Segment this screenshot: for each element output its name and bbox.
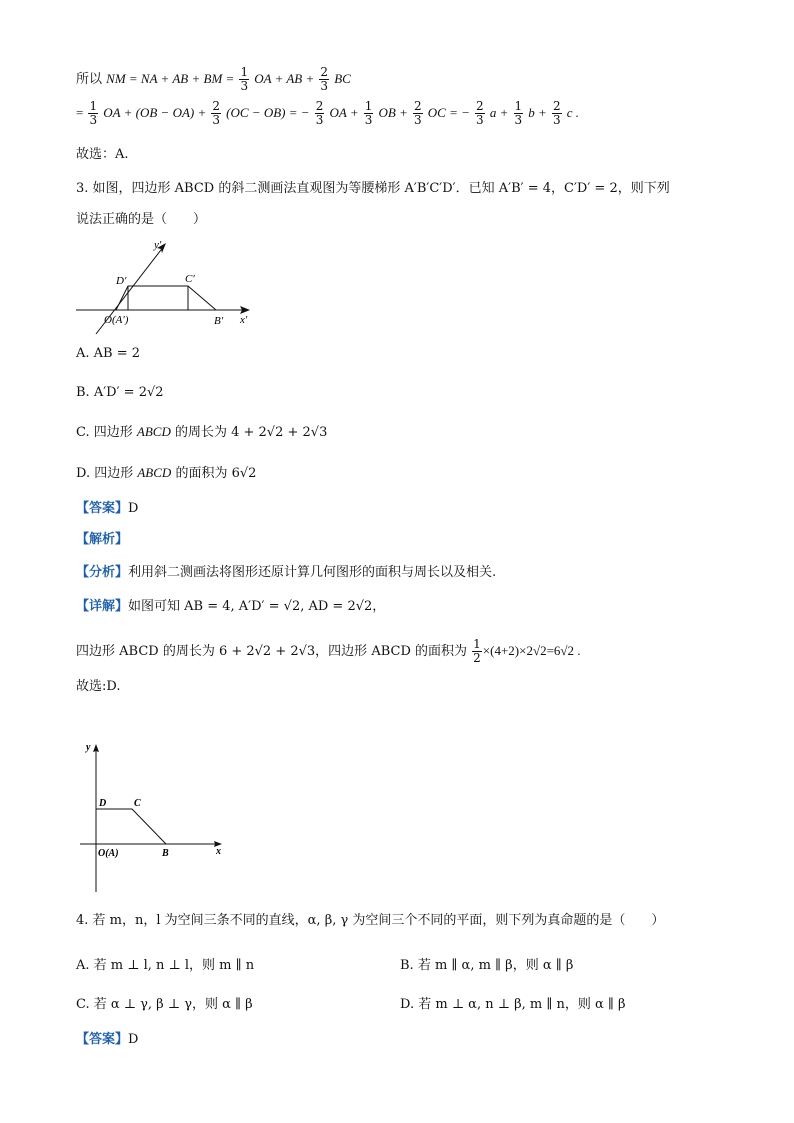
label-d: D (99, 798, 107, 809)
label-y: y (86, 742, 91, 753)
label-c: C (134, 798, 141, 809)
fraction-2-3d: $\frac{2}{3}$ (414, 99, 422, 127)
label-x: x (216, 846, 221, 857)
label-b-prime: B′ (214, 315, 224, 327)
fraction-2-3e: $\frac{2}{3}$ (476, 99, 484, 127)
oblique-figure (70, 236, 270, 336)
q3-option-d: D. 四边形 ABCD 的面积为 6√2 (76, 465, 257, 481)
q3-option-a: A. AB = 2 (76, 346, 141, 361)
q3-option-c: C. 四边形 ABCD 的周长为 4 + 2√2 + 2√3 (76, 424, 328, 440)
q4-option-d: D. 若 m ⊥ α, n ⊥ β, m ∥ n，则 α ∥ β (400, 997, 626, 1012)
label-o-a: O(A) (98, 848, 119, 859)
solution-line-2: = $\frac{1}{3}$ OA + (OB − OA) + $\frac{2}{3}$ (OC − OB) = − $\frac{2}{3}$ OA + $\frac{1}{3}$ OB + $\frac{2}{3}$ OC = − $\frac{2}{3}$ a + $\frac{1}{3}$ b + $\frac{2}{3}$ c . (76, 99, 580, 127)
vector-c: c . (566, 105, 580, 120)
vector-equation-1: NM = NA + AB + BM = (106, 71, 235, 86)
fraction-1-3b: $\frac{1}{3}$ (89, 99, 98, 127)
q4-answer: 【答案】D (76, 1032, 139, 1047)
y-arrow-head (93, 744, 99, 752)
q3-stem-line-1: 3. 如图，四边形 ABCD 的斜二测画法直观图为等腰梯形 A′B′C′D′．已知 A′B′ = 4，C′D′ = 2，则下列 (76, 181, 670, 196)
q4-option-a: A. 若 m ⊥ l, n ⊥ l，则 m ∥ n (76, 958, 255, 973)
text-suoyi: 所以 (76, 72, 103, 87)
solution-line-1 (76, 66, 351, 93)
fraction-1-3c: $\frac{1}{3}$ (364, 99, 373, 127)
q3-xiangjie: 【详解】如图可知 AB = 4, A′D′ = √2, AD = 2√2， (76, 599, 386, 614)
q3-choose-d: 故选:D. (76, 679, 121, 694)
label-y-prime: y′ (154, 239, 162, 251)
fraction-2-3f: $\frac{2}{3}$ (552, 99, 561, 127)
vector-equation-2d: OB + (378, 105, 408, 120)
label-o-a-prime: O(A′) (104, 314, 129, 326)
label-b: B (162, 848, 169, 859)
q4-option-c: C. 若 α ⊥ γ, β ⊥ γ，则 α ∥ β (76, 997, 253, 1012)
fraction-2-3: $\frac{2}{3}$ (320, 65, 329, 93)
q3-option-b: B. A′D′ = 2√2 (76, 385, 164, 400)
label-c-prime: C′ (185, 273, 195, 285)
q4-option-b: B. 若 m ∥ α, m ∥ β，则 α ∥ β (400, 958, 574, 973)
vector-b: b + (528, 105, 547, 120)
label-x-prime: x′ (240, 314, 248, 326)
vector-bc: BC (334, 71, 351, 86)
fraction-2-3c: $\frac{2}{3}$ (315, 99, 324, 127)
q3-stem-line-2: 说法正确的是（ ） (76, 212, 207, 227)
vector-equation-2b: (OC − OB) = − (226, 105, 310, 120)
q3-fenxi: 【分析】利用斜二测画法将图形还原计算几何图形的面积与周长以及相关. (76, 565, 497, 580)
vector-equation-2e: OC = − (427, 105, 470, 120)
q3-analysis-tag: 【解析】 (76, 532, 129, 547)
label-d-prime: D′ (116, 275, 127, 287)
q3-answer: 【答案】D (76, 501, 139, 516)
restored-figure (76, 734, 236, 896)
fraction-1-2: $\frac{1}{2}$ (473, 637, 481, 665)
fraction-1-3d: $\frac{1}{3}$ (514, 99, 523, 127)
trapezoid-prime (116, 286, 216, 310)
fraction-2-3b: $\frac{2}{3}$ (212, 99, 221, 127)
vector-a: a + (489, 105, 509, 120)
q3-perimeter-area: 四边形 ABCD 的周长为 6 + 2√2 + 2√3，四边形 ABCD 的面积为 $\frac{1}{2}$ ×(4+2)×2√2=6√2 . (76, 637, 581, 665)
trapezoid-restored (96, 809, 166, 844)
q4-stem: 4. 若 m，n，l 为空间三条不同的直线，α, β, γ 为空间三个不同的平面，则下列为真命题的是（ ） (76, 913, 665, 928)
choose-a-line: 故选：A. (76, 147, 129, 162)
vector-equation-2c: OA + (329, 105, 359, 120)
fraction-1-3: $\frac{1}{3}$ (240, 65, 249, 93)
vector-equation-1b: OA + AB + (254, 71, 315, 86)
vector-equation-2a: OA + (OB − OA) + (103, 105, 207, 120)
